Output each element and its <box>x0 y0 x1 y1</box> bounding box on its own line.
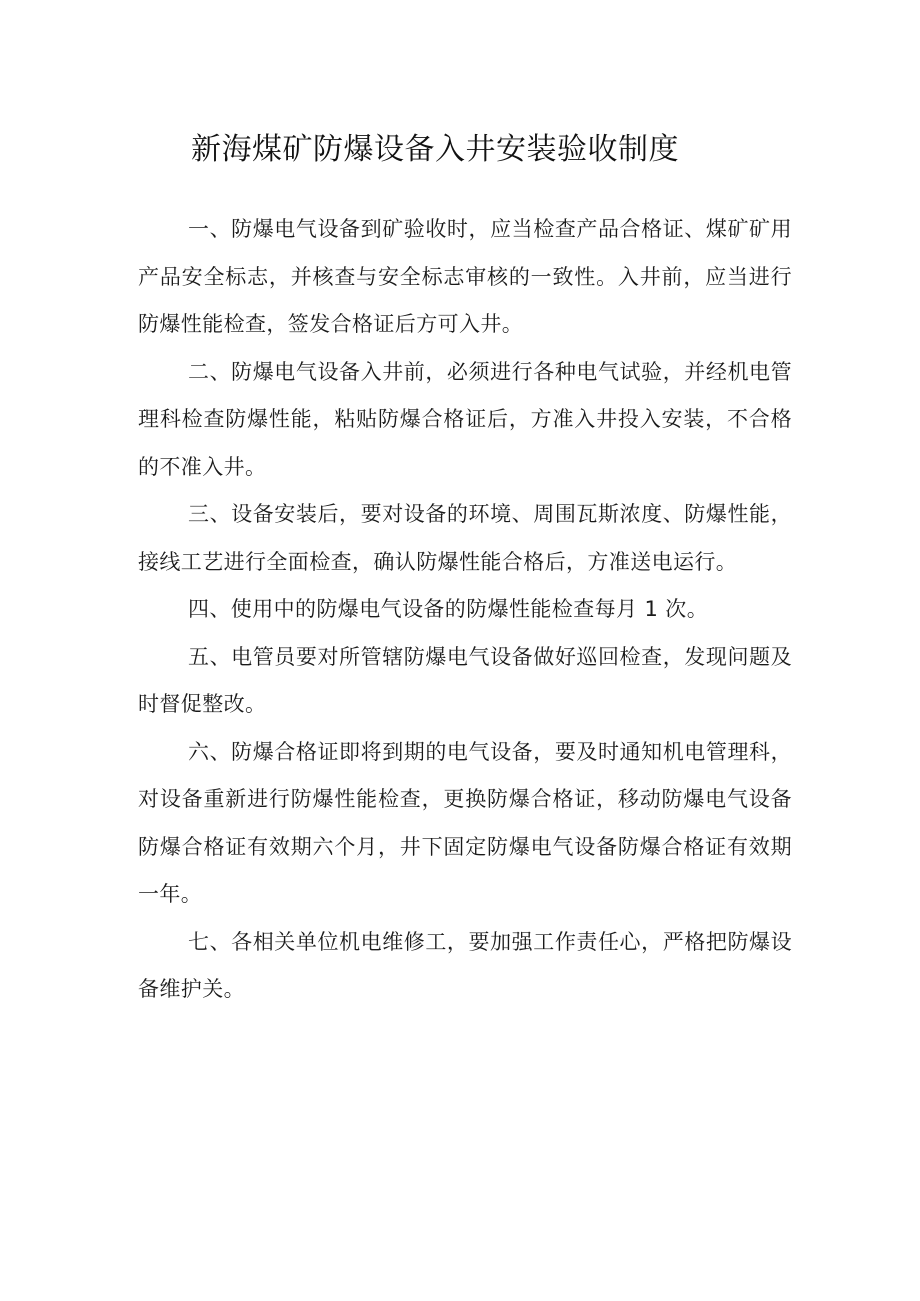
clause-7: 七、各相关单位机电维修工，要加强工作责任心，严格把防爆设备维护关。 <box>138 929 792 1001</box>
clause-2: 二、防爆电气设备入井前，必须进行各种电气试验，并经机电管理科检查防爆性能，粘贴防爆合格证后，方准入井投入安装，不合格的不准入井。 <box>138 359 792 479</box>
clause-4: 四、使用中的防爆电气设备的防爆性能检查每月 1 次。 <box>188 597 709 621</box>
document-title: 新海煤矿防爆设备入井安装验收制度 <box>191 132 679 167</box>
clause-1: 一、防爆电气设备到矿验收时，应当检查产品合格证、煤矿矿用产品安全标志，并核查与安全标志审核的一致性。入井前，应当进行防爆性能检查，签发合格证后方可入井。 <box>138 217 792 336</box>
clause-3: 三、设备安装后，要对设备的环境、周围瓦斯浓度、防爆性能，接线工艺进行全面检查，确认防爆性能合格后，方准送电运行。 <box>138 502 792 574</box>
document-body <box>138 206 792 1014</box>
clause-6: 六、防爆合格证即将到期的电气设备，要及时通知机电管理科，对设备重新进行防爆性能检查，更换防爆合格证，移动防爆电气设备防爆合格证有效期六个月，井下固定防爆电气设备防爆合格证有效期一年。 <box>138 739 792 906</box>
clause-5: 五、电管员要对所管辖防爆电气设备做好巡回检查，发现问题及时督促整改。 <box>138 644 792 716</box>
